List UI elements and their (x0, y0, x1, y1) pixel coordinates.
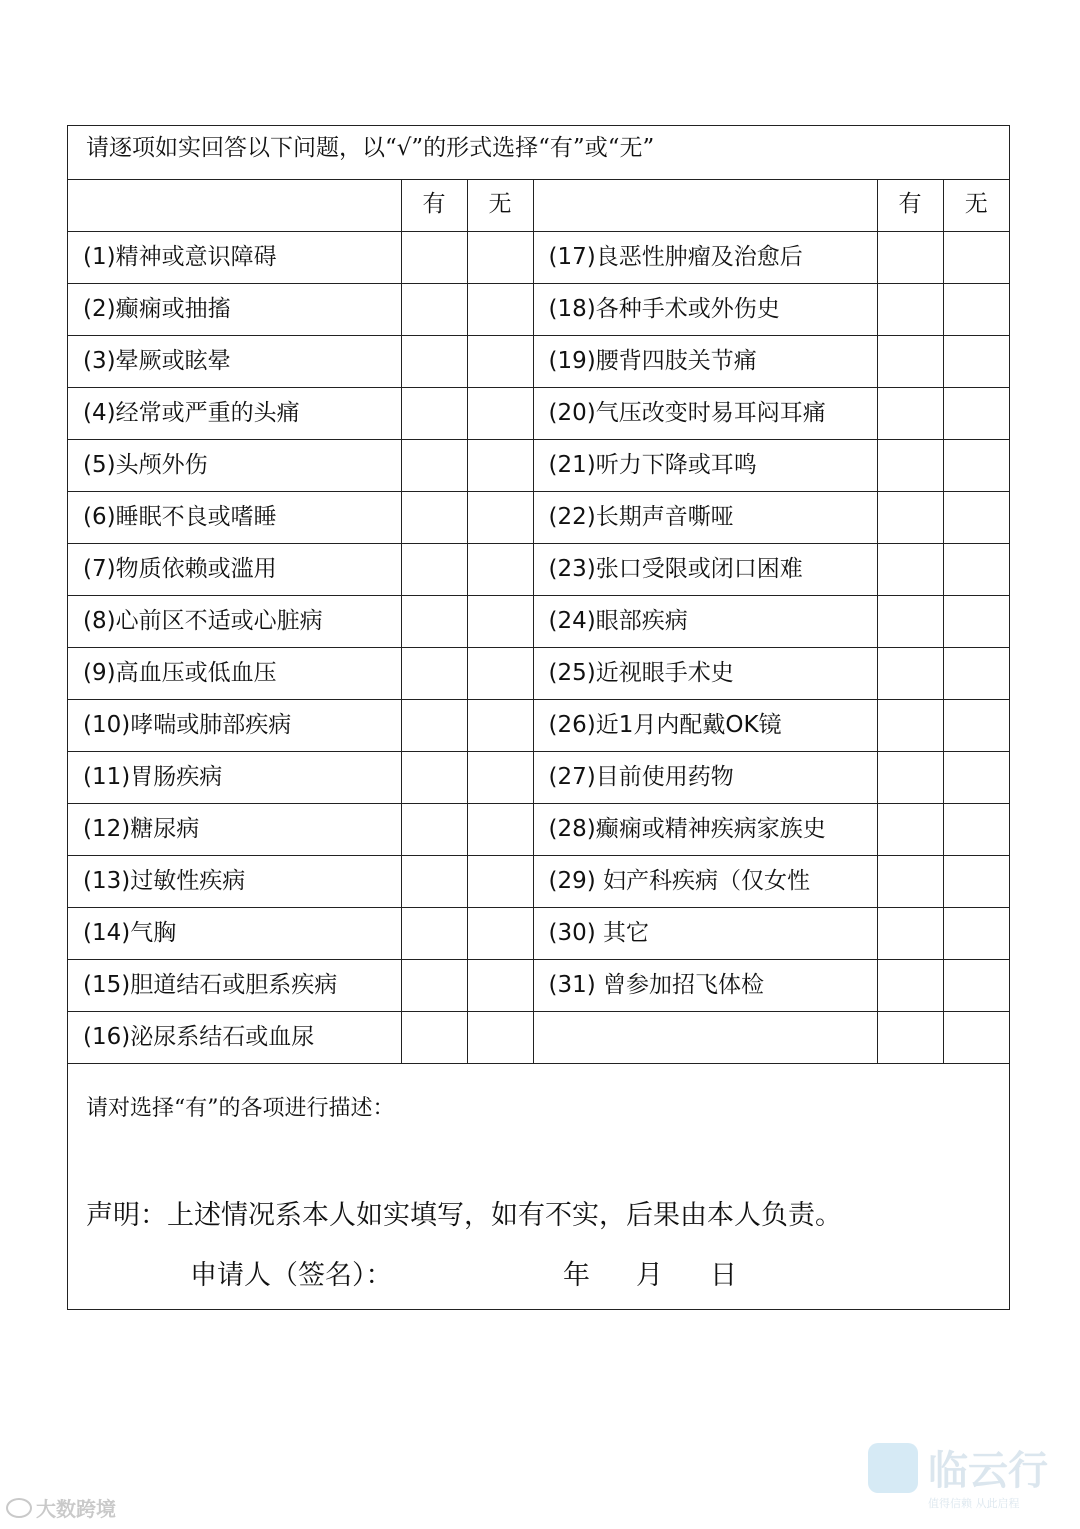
table-row (68, 959, 1009, 1011)
item-right-label: (17)良恶性肿瘤及治愈后 (548, 243, 803, 270)
watermark-right-text: 临云行 (928, 1448, 1048, 1494)
watermark-logo-icon (6, 1498, 32, 1518)
symptom-table (68, 179, 1009, 1064)
no-checkbox-right[interactable] (943, 283, 1009, 335)
header-no-left (467, 179, 533, 231)
yes-checkbox-right[interactable] (877, 491, 943, 543)
declaration-text: 上述情况系本人如实填写，如有不实，后果由本人负责。 (167, 1200, 842, 1231)
header-no-label: 无 (964, 191, 988, 217)
yes-checkbox-left[interactable] (401, 699, 467, 751)
item-right (533, 751, 877, 803)
watermark-right (868, 1437, 1058, 1517)
item-left-label: (12)糖尿病 (83, 815, 200, 842)
yes-checkbox-left[interactable] (401, 907, 467, 959)
item-right-label: (30) 其它 (548, 919, 650, 946)
signature-label: 申请人（签名）： (190, 1260, 393, 1291)
signature-year: 年 (563, 1260, 590, 1291)
item-right-label: (18)各种手术或外伤史 (548, 295, 780, 322)
table-row (68, 439, 1009, 491)
item-right (533, 387, 877, 439)
item-left (68, 283, 401, 335)
item-left-label: (16)泌尿系结石或血尿 (83, 1023, 315, 1050)
no-checkbox-right[interactable] (943, 751, 1009, 803)
yes-checkbox-right[interactable] (877, 543, 943, 595)
yes-checkbox-left[interactable] (401, 491, 467, 543)
yes-checkbox-right[interactable] (877, 1011, 943, 1063)
no-checkbox-left[interactable] (467, 959, 533, 1011)
item-right-label: (29) 妇产科疾病（仅女性 (548, 867, 811, 894)
signature-month: 月 (636, 1260, 663, 1291)
item-right (533, 647, 877, 699)
yes-checkbox-right[interactable] (877, 595, 943, 647)
item-right (533, 335, 877, 387)
table-row (68, 1011, 1009, 1063)
yes-checkbox-left[interactable] (401, 959, 467, 1011)
no-checkbox-left[interactable] (467, 907, 533, 959)
item-left-label: (1)精神或意识障碍 (83, 243, 277, 270)
no-checkbox-right[interactable] (943, 647, 1009, 699)
yes-checkbox-left[interactable] (401, 439, 467, 491)
yes-checkbox-left[interactable] (401, 335, 467, 387)
item-left-label: (4)经常或严重的头痛 (83, 399, 300, 426)
table-header-row (68, 179, 1009, 231)
no-checkbox-right[interactable] (943, 699, 1009, 751)
item-left-label: (15)胆道结石或胆系疾病 (83, 971, 338, 998)
yes-checkbox-right[interactable] (877, 439, 943, 491)
item-right-label: (28)癫痫或精神疾病家族史 (548, 815, 826, 842)
declaration-label: 声明： (86, 1200, 167, 1231)
item-left (68, 387, 401, 439)
item-left (68, 959, 401, 1011)
yes-checkbox-left[interactable] (401, 1011, 467, 1063)
no-checkbox-left[interactable] (467, 751, 533, 803)
item-right-label: (26)近1月内配戴OK镜 (548, 711, 782, 738)
no-checkbox-right[interactable] (943, 231, 1009, 283)
item-left (68, 751, 401, 803)
table-row (68, 335, 1009, 387)
item-right (533, 283, 877, 335)
no-checkbox-right[interactable] (943, 491, 1009, 543)
header-yes-left (401, 179, 467, 231)
header-yes-right (877, 179, 943, 231)
no-checkbox-right[interactable] (943, 335, 1009, 387)
header-yes-label: 有 (422, 191, 446, 217)
item-right (533, 959, 877, 1011)
item-left (68, 439, 401, 491)
item-left (68, 491, 401, 543)
no-checkbox-left[interactable] (467, 491, 533, 543)
item-left-label: (8)心前区不适或心脏病 (83, 607, 323, 634)
watermark-right-subtext: 值得信赖 从此启程 (928, 1497, 1020, 1510)
table-row (68, 543, 1009, 595)
table-row (68, 595, 1009, 647)
yes-checkbox-left[interactable] (401, 803, 467, 855)
no-checkbox-right[interactable] (943, 387, 1009, 439)
item-left (68, 855, 401, 907)
no-checkbox-right[interactable] (943, 1011, 1009, 1063)
item-left (68, 231, 401, 283)
item-right (533, 803, 877, 855)
watermark-left-text: 大数跨境 (36, 1497, 116, 1521)
table-row (68, 231, 1009, 283)
yes-checkbox-left[interactable] (401, 543, 467, 595)
yes-checkbox-right[interactable] (877, 803, 943, 855)
item-left-label: (5)头颅外伤 (83, 451, 208, 478)
item-right (533, 855, 877, 907)
item-left-label: (9)高血压或低血压 (83, 659, 277, 686)
no-checkbox-right[interactable] (943, 543, 1009, 595)
no-checkbox-right[interactable] (943, 855, 1009, 907)
yes-checkbox-left[interactable] (401, 855, 467, 907)
yes-checkbox-left[interactable] (401, 595, 467, 647)
declaration (86, 1193, 842, 1232)
item-right (533, 1011, 877, 1063)
yes-checkbox-right[interactable] (877, 387, 943, 439)
no-checkbox-left[interactable] (467, 855, 533, 907)
table-row (68, 699, 1009, 751)
item-left (68, 803, 401, 855)
table-row (68, 803, 1009, 855)
item-left (68, 1011, 401, 1063)
item-right-label: (21)听力下降或耳鸣 (548, 451, 757, 478)
item-left (68, 907, 401, 959)
item-left-label: (7)物质依赖或滥用 (83, 555, 277, 582)
item-left-label: (13)过敏性疾病 (83, 867, 246, 894)
item-left (68, 647, 401, 699)
yes-checkbox-right[interactable] (877, 959, 943, 1011)
header-yes-label: 有 (898, 191, 922, 217)
yes-checkbox-right[interactable] (877, 699, 943, 751)
yes-checkbox-right[interactable] (877, 855, 943, 907)
no-checkbox-left[interactable] (467, 335, 533, 387)
yes-checkbox-right[interactable] (877, 231, 943, 283)
signature-day: 日 (710, 1260, 737, 1291)
no-checkbox-right[interactable] (943, 595, 1009, 647)
yes-checkbox-right[interactable] (877, 283, 943, 335)
item-left (68, 595, 401, 647)
item-left-label: (3)晕厥或眩晕 (83, 347, 231, 374)
yes-checkbox-left[interactable] (401, 283, 467, 335)
no-checkbox-left[interactable] (467, 387, 533, 439)
item-left (68, 543, 401, 595)
no-checkbox-right[interactable] (943, 959, 1009, 1011)
table-row (68, 855, 1009, 907)
no-checkbox-left[interactable] (467, 595, 533, 647)
item-left (68, 699, 401, 751)
item-right-label: (25)近视眼手术史 (548, 659, 734, 686)
item-left-label: (11)胃肠疾病 (83, 763, 223, 790)
no-checkbox-left[interactable] (467, 543, 533, 595)
yes-checkbox-left[interactable] (401, 647, 467, 699)
no-checkbox-left[interactable] (467, 803, 533, 855)
item-right-label: (27)目前使用药物 (548, 763, 734, 790)
item-left-label: (14)气胸 (83, 919, 177, 946)
health-declaration-form (67, 125, 1010, 1310)
airplane-logo-icon (868, 1443, 918, 1493)
watermark-left (6, 1493, 116, 1522)
item-left (68, 335, 401, 387)
item-right (533, 595, 877, 647)
no-checkbox-left[interactable] (467, 647, 533, 699)
item-right-label: (20)气压改变时易耳闷耳痛 (548, 399, 826, 426)
item-right-label: (31) 曾参加招飞体检 (548, 971, 765, 998)
instruction-text: 请逐项如实回答以下问题，以“√”的形式选择“有”或“无” (68, 126, 1009, 180)
yes-checkbox-left[interactable] (401, 751, 467, 803)
header-no-right (943, 179, 1009, 231)
yes-checkbox-left[interactable] (401, 387, 467, 439)
item-right (533, 543, 877, 595)
yes-checkbox-right[interactable] (877, 751, 943, 803)
no-checkbox-left[interactable] (467, 231, 533, 283)
no-checkbox-left[interactable] (467, 1011, 533, 1063)
no-checkbox-right[interactable] (943, 439, 1009, 491)
item-right (533, 907, 877, 959)
item-right (533, 699, 877, 751)
item-left-label: (6)睡眠不良或嗜睡 (83, 503, 277, 530)
yes-checkbox-right[interactable] (877, 907, 943, 959)
no-checkbox-left[interactable] (467, 699, 533, 751)
item-right-label: (24)眼部疾病 (548, 607, 688, 634)
item-left-label: (10)哮喘或肺部疾病 (83, 711, 292, 738)
table-row (68, 387, 1009, 439)
no-checkbox-left[interactable] (467, 439, 533, 491)
yes-checkbox-left[interactable] (401, 231, 467, 283)
item-right-label: (22)长期声音嘶哑 (548, 503, 734, 530)
header-blank-left (68, 179, 401, 231)
describe-prompt: 请对选择“有”的各项进行描述： (86, 1096, 395, 1121)
item-right (533, 491, 877, 543)
header-no-label: 无 (488, 191, 512, 217)
item-left-label: (2)癫痫或抽搐 (83, 295, 231, 322)
item-right (533, 231, 877, 283)
table-row (68, 283, 1009, 335)
no-checkbox-right[interactable] (943, 907, 1009, 959)
item-right-label: (19)腰背四肢关节痛 (548, 347, 757, 374)
no-checkbox-left[interactable] (467, 283, 533, 335)
table-row (68, 491, 1009, 543)
yes-checkbox-right[interactable] (877, 647, 943, 699)
no-checkbox-right[interactable] (943, 803, 1009, 855)
item-right (533, 439, 877, 491)
table-row (68, 907, 1009, 959)
header-blank-right (533, 179, 877, 231)
table-row (68, 647, 1009, 699)
yes-checkbox-right[interactable] (877, 335, 943, 387)
table-row (68, 751, 1009, 803)
item-right-label: (23)张口受限或闭口困难 (548, 555, 803, 582)
